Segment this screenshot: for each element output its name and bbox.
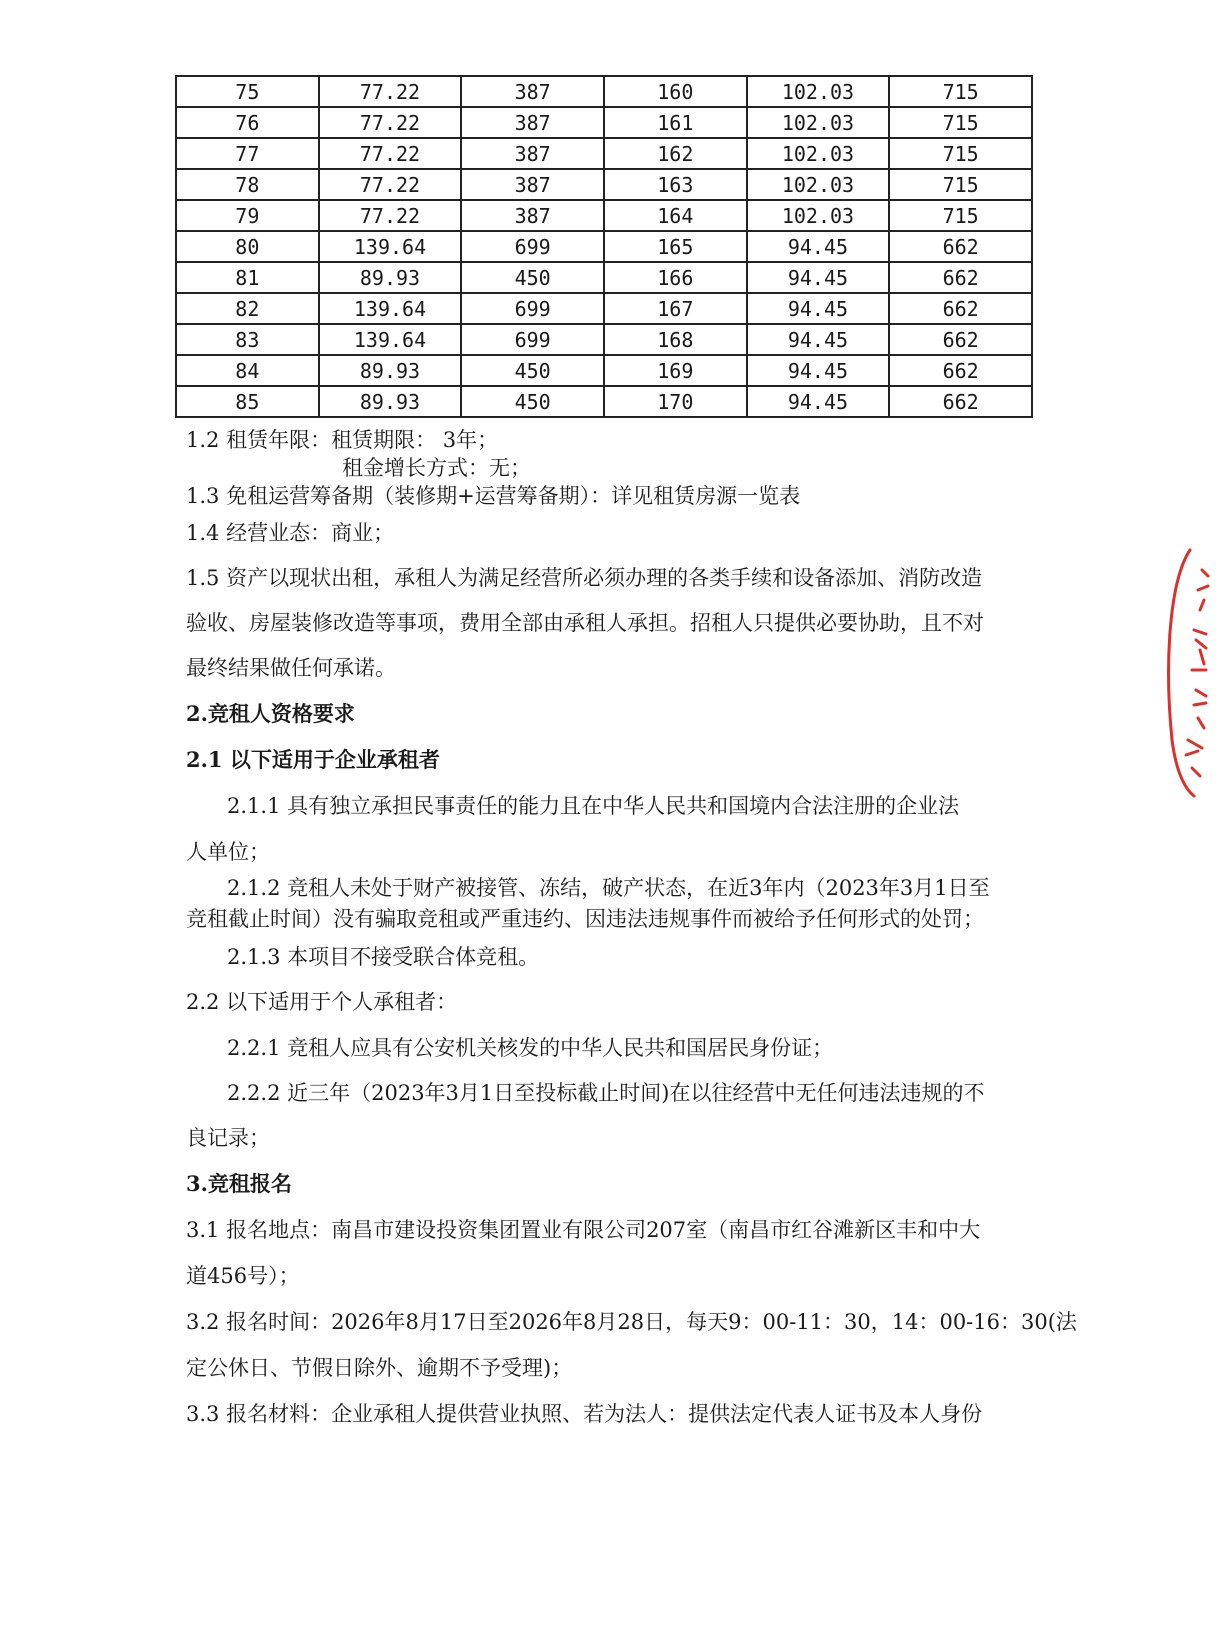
table-cell: 77.22 [319,138,462,169]
table-cell: 163 [604,169,747,200]
table-cell: 76 [176,107,319,138]
table-cell: 102.03 [747,169,890,200]
table-cell: 450 [461,262,604,293]
section-2-1-1-line-1: 2.1.1 具有独立承担民事责任的能力且在中华人民共和国境内合法注册的企业法 [227,794,960,818]
table-cell: 715 [889,107,1032,138]
table-cell: 78 [176,169,319,200]
table-row [176,138,1032,169]
table-cell: 169 [604,355,747,386]
table-cell: 387 [461,200,604,231]
table-cell: 94.45 [747,386,890,417]
table-cell: 89.93 [319,355,462,386]
section-1-5-line-3: 最终结果做任何承诺。 [186,656,396,680]
table-cell: 102.03 [747,107,890,138]
table-cell: 83 [176,324,319,355]
table-cell: 80 [176,231,319,262]
table-cell: 75 [176,76,319,107]
table-cell: 139.64 [319,231,462,262]
table-cell: 77.22 [319,76,462,107]
table-cell: 662 [889,324,1032,355]
table-row [176,293,1032,324]
section-1-3-rent-free-period: 1.3 免租运营筹备期（装修期+运营筹备期）：详见租赁房源一览表 [186,484,801,508]
table-cell: 82 [176,293,319,324]
table-row [176,262,1032,293]
section-3-heading: 3.竞租报名 [186,1171,292,1196]
section-3-1-line-2: 道456号）； [186,1264,300,1288]
table-cell: 164 [604,200,747,231]
table-cell: 450 [461,386,604,417]
table-cell: 162 [604,138,747,169]
table-row [176,107,1032,138]
table-cell: 167 [604,293,747,324]
section-3-2-line-2: 定公休日、节假日除外、逾期不予受理)； [186,1356,573,1380]
section-2-1-1-line-2: 人单位； [186,840,270,864]
table-cell: 662 [889,386,1032,417]
section-2-2-2-line-1: 2.2.2 近三年（2023年3月1日至投标截止时间)在以往经营中无任何违法违规的不 [227,1081,985,1105]
table-cell: 450 [461,355,604,386]
table-cell: 160 [604,76,747,107]
table-cell: 715 [889,200,1032,231]
table-cell: 94.45 [747,324,890,355]
section-1-5-line-1: 1.5 资产以现状出租，承租人为满足经营所必须办理的各类手续和设备添加、消防改造 [186,566,983,590]
table-cell: 94.45 [747,293,890,324]
rent-growth-method: 租金增长方式：无； [342,456,531,480]
table-cell: 77 [176,138,319,169]
table-cell: 699 [461,324,604,355]
section-1-2-lease-term: 1.2 租赁年限：租赁期限： 3年； [186,428,499,452]
table-cell: 387 [461,76,604,107]
section-2-2-2-line-2: 良记录； [186,1126,270,1150]
table-cell: 662 [889,293,1032,324]
table-cell: 84 [176,355,319,386]
table-row [176,386,1032,417]
table-row [176,355,1032,386]
section-2-2-1: 2.2.1 竞租人应具有公安机关核发的中华人民共和国居民身份证； [227,1036,834,1060]
table-cell: 168 [604,324,747,355]
section-2-1-3: 2.1.3 本项目不接受联合体竞租。 [227,945,540,969]
table-row [176,169,1032,200]
table-cell: 77.22 [319,200,462,231]
seal-stamp [1150,540,1224,800]
table-cell: 77.22 [319,169,462,200]
table-cell: 662 [889,355,1032,386]
table-cell: 165 [604,231,747,262]
table-cell: 699 [461,231,604,262]
table-cell: 139.64 [319,293,462,324]
section-2-1-2-line-1: 2.1.2 竞租人未处于财产被接管、冻结，破产状态，在近3年内（2023年3月1日至 [227,876,990,900]
section-3-2-line-1: 3.2 报名时间：2026年8月17日至2026年8月28日，每天9：00-11：30，14：00-16：30(法 [186,1310,1077,1334]
table-cell: 715 [889,138,1032,169]
section-3-3-line-1: 3.3 报名材料：企业承租人提供营业执照、若为法人：提供法定代表人证书及本人身份 [186,1402,983,1426]
table-cell: 387 [461,107,604,138]
seal-stamp-graphic [1150,540,1224,800]
section-2-1-2-line-2: 竞租截止时间）没有骗取竞租或严重违约、因违法违规事件而被给予任何形式的处罚； [186,907,984,931]
table-cell: 94.45 [747,262,890,293]
table-cell: 170 [604,386,747,417]
table-cell: 662 [889,262,1032,293]
table-cell: 161 [604,107,747,138]
table-cell: 85 [176,386,319,417]
table-cell: 77.22 [319,107,462,138]
rental-listing-table [175,75,1033,418]
table-row [176,200,1032,231]
table-cell: 662 [889,231,1032,262]
table-cell: 387 [461,169,604,200]
table-cell: 139.64 [319,324,462,355]
table-cell: 102.03 [747,76,890,107]
table-cell: 699 [461,293,604,324]
table-cell: 79 [176,200,319,231]
table-cell: 94.45 [747,355,890,386]
table-cell: 102.03 [747,200,890,231]
section-3-1-line-1: 3.1 报名地点：南昌市建设投资集团置业有限公司207室（南昌市红谷滩新区丰和中大 [186,1218,981,1242]
table-cell: 89.93 [319,386,462,417]
section-2-heading: 2.竞租人资格要求 [186,701,355,726]
table-cell: 94.45 [747,231,890,262]
table-cell: 81 [176,262,319,293]
table-row [176,231,1032,262]
table-cell: 89.93 [319,262,462,293]
section-2-2-heading: 2.2 以下适用于个人承租者： [186,990,458,1014]
table-row [176,76,1032,107]
table-cell: 715 [889,76,1032,107]
table-row [176,324,1032,355]
table-cell: 102.03 [747,138,890,169]
table-cell: 387 [461,138,604,169]
section-1-5-line-2: 验收、房屋装修改造等事项，费用全部由承租人承担。招租人只提供必要协助，且不对 [186,611,984,635]
section-2-1-heading: 2.1 以下适用于企业承租者 [186,747,440,772]
table-cell: 166 [604,262,747,293]
section-1-4-business-type: 1.4 经营业态：商业； [186,521,395,545]
table-cell: 715 [889,169,1032,200]
